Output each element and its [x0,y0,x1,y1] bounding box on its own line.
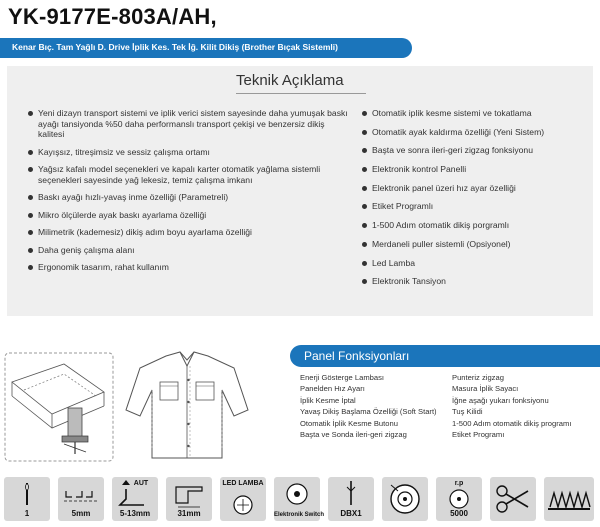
feature-item: Yeni dizayn transport sistemi ve iplik verici sistem sayesinde daha yumuşak baskı ayağı tansiyonda %50 daha performanslı transport çekişi ve benzersiz dikiş kalitesi [28,108,352,140]
electronic-switch-icon [274,477,325,521]
panel-function-item: Enerji Gösterge Lambası [300,373,384,382]
heading-divider [236,93,366,94]
feature-item: Mikro ölçülerde ayak baskı ayarlama özelliği [28,210,352,221]
panel-functions-right [452,372,600,440]
product-title: YK-9177E-803A/AH, [8,4,217,29]
stitch-length-icon [58,477,104,521]
stitch-length-value: 5mm [71,509,91,518]
technical-heading: Teknik Açıklama [236,72,344,89]
speed-unit-label: r.p [454,480,464,487]
feature-item: Otomatik ayak kaldırma özelliği (Yeni Sistem) [362,127,592,138]
led-lamp-label: LED LAMBA [222,480,264,487]
panel-function-item: Masura İplik Sayacı [452,384,519,394]
feature-item: Milimetrik (kademesiz) dikiş adım boyu ayarlama özelliği [28,227,352,238]
arm-space-icon [166,477,212,521]
panel-function-item: 1-500 Adım otomatik dikiş programı [452,418,572,428]
panel-function-item: Yavaş Dikiş Başlama Özelliği (Soft Start) [300,407,437,417]
needle-system-icon [328,477,374,521]
presser-foot-lift-icon [112,477,158,521]
max-speed-value: 5000 [450,509,468,518]
bobbin-icon [382,477,428,521]
feature-item: Otomatik iplik kesme sistemi ve tokatlama [362,108,592,119]
shirt-illustration [122,350,252,462]
auto-lift-label: AUT [133,480,149,487]
foot-lift-value: 5-13mm [119,509,151,518]
feature-item: Başta ve sonra ileri-geri zigzag fonksiyonu [362,145,592,156]
speed-icon [436,477,482,521]
feature-item: Baskı ayağı hızlı-yavaş inme özelliği (Parametreli) [28,192,352,203]
needle-icon [4,477,50,521]
panel-function-item: Panelden Hız Ayarı [300,384,365,394]
arm-space-value: 31mm [177,509,201,518]
feature-item: Etiket Programlı [362,201,592,212]
edge-knife-icon [544,477,594,521]
switch-label: Elektronik Switch [274,512,325,518]
panel-function-item: Başta ve Sonda ileri-geri zigzag [300,430,407,440]
panel-functions-banner [290,345,600,367]
panel-function-item: Tuş Kilidi [452,407,483,417]
feature-item: Elektronik panel üzeri hız ayar özelliği [362,183,592,194]
feature-item: Daha geniş çalışma alanı [28,245,352,256]
panel-functions-left [300,372,450,440]
thread-cutter-icon [490,477,536,521]
panel-function-item: İğne aşağı yukarı fonksiyonu [452,395,549,405]
led-lamp-icon [220,477,266,521]
fabric-edge-illustration [4,352,114,462]
feature-item: Led Lamba [362,258,592,269]
subtitle-text: Kenar Bıç. Tam Yağlı D. Drive İplik Kes. Tek İğ. Kilit Dikiş (Brother Bıçak Sistemli) [12,42,338,52]
left-feature-list [28,108,352,280]
panel-functions-title: Panel Fonksiyonları [304,349,410,363]
feature-item: Elektronik kontrol Panelli [362,164,592,175]
panel-function-item: Otomatik İplik Kesme Butonu [300,418,398,428]
feature-item: Kayışsız, titreşimsiz ve sessiz çalışma ortamı [28,147,352,158]
spec-icon-strip [0,472,600,527]
needle-system-value: DBX1 [340,509,362,518]
right-feature-list [362,108,592,295]
feature-item: Elektronik Tansiyon [362,276,592,287]
needle-count: 1 [24,509,30,518]
feature-item: Merdaneli puller sistemli (Opsiyonel) [362,239,592,250]
panel-function-item: Etiket Programı [452,430,505,440]
feature-item: Ergonomik tasarım, rahat kullanım [28,262,352,273]
panel-function-item: İplik Kesme İptal [300,395,356,405]
feature-item: 1-500 Adım otomatik dikiş porgramlı [362,220,592,231]
feature-item: Yağsız kafalı model seçenekleri ve kapalı karter otomatik yağlama sistemli seçenekleri sayesinde yağ lekesiz, temiz çalışma imkanı [28,164,352,185]
subtitle-banner [0,38,412,58]
panel-function-item: Punteriz zigzag [452,373,504,382]
